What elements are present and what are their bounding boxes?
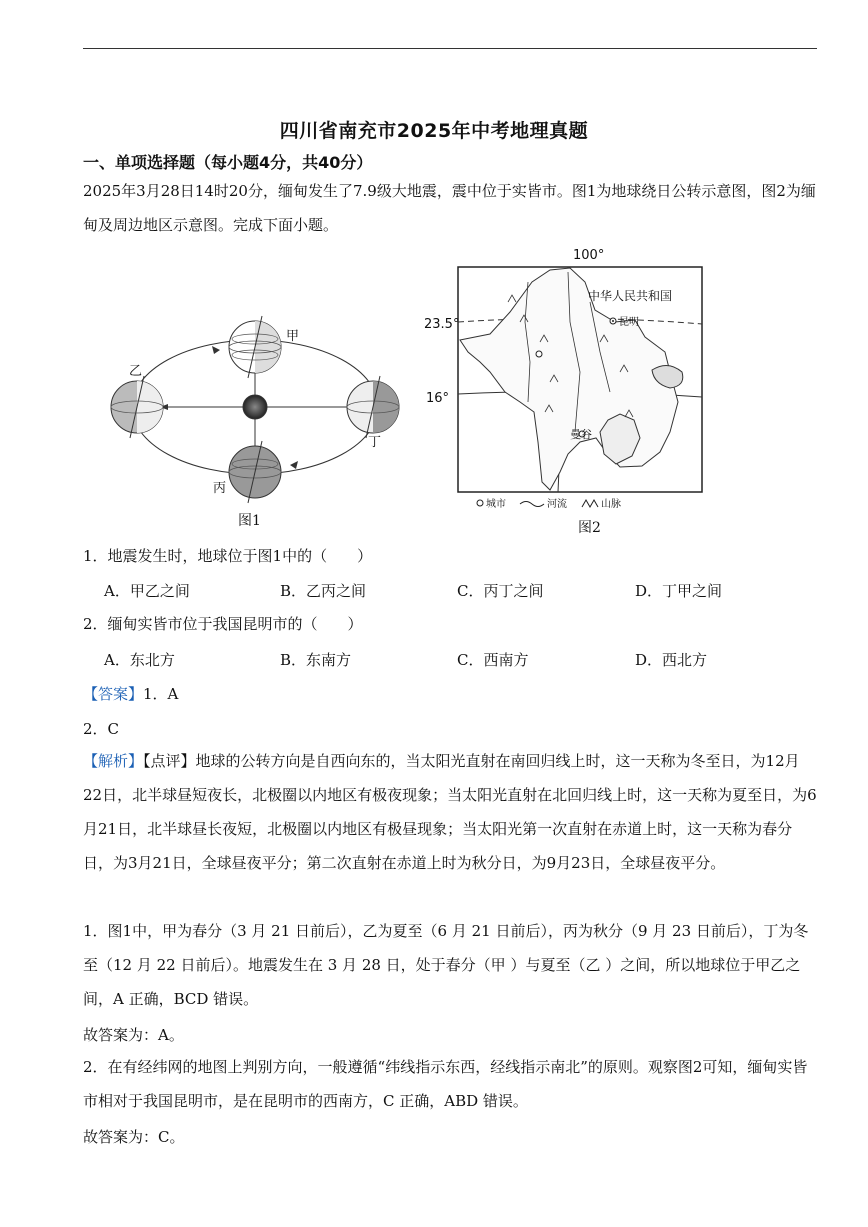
answer-tag: 【答案】 bbox=[83, 685, 144, 703]
label-ding: 丁 bbox=[368, 435, 382, 450]
header-rule bbox=[83, 48, 817, 49]
map-city-kunming: 昆明 bbox=[619, 317, 639, 328]
conclusion-2: 故答案为：C。 bbox=[83, 1128, 185, 1146]
map-legend-river-symbol bbox=[520, 502, 544, 507]
earth-yi bbox=[111, 376, 163, 438]
earth-ding bbox=[347, 376, 399, 438]
answer-2: 2．C bbox=[83, 720, 120, 738]
map-lat-bottom: 16° bbox=[426, 391, 450, 406]
label-bing: 丙 bbox=[213, 481, 227, 496]
map-legend-mountain-symbol bbox=[582, 500, 598, 507]
figure-1-caption: 图1 bbox=[238, 513, 261, 529]
explanation-1: 1．图1中，甲为春分（3 月 21 日前后），乙为夏至（6 月 21 日前后），丙为秋分（9 月 23 日前后），丁为冬至（12 月 22 日前后）。地震发生在 3 月 28 日，处于春分（甲 ）与夏至（乙 ）之间，所以地球位于甲乙之间，A 正确，BCD 错误。 bbox=[83, 922, 809, 1008]
label-yi: 乙 bbox=[129, 364, 143, 379]
sun bbox=[243, 395, 267, 419]
map-legend-city: 城市 bbox=[486, 499, 506, 510]
figure-1-orbit-diagram bbox=[100, 300, 410, 510]
map-lat-top: 23.5° bbox=[424, 317, 460, 332]
map-country-label: 中华人民共和国 bbox=[588, 289, 673, 303]
earth-bing bbox=[229, 441, 281, 503]
question-2-stem: 2．缅甸实皆市位于我国昆明市的（ ） bbox=[83, 615, 363, 633]
answer-1: 1．A bbox=[143, 685, 179, 703]
analysis-tag: 【解析】 bbox=[83, 752, 144, 770]
section-heading: 一、单项选择题（每小题4分，共40分） bbox=[83, 153, 373, 172]
map-city-bangkok: 曼谷 bbox=[570, 428, 592, 441]
analysis-paragraph bbox=[83, 744, 818, 880]
explanation-2: 2．在有经纬网的地图上判别方向，一般遵循“纬线指示东西，经线指示南北”的原则。观察图2可知，缅甸实皆市相对于我国昆明市，是在昆明市的西南方，C 正确，ABD 错误。 bbox=[83, 1058, 808, 1110]
figure-2-caption: 图2 bbox=[578, 520, 601, 536]
question-1-stem: 1．地震发生时，地球位于图1中的（ ） bbox=[83, 547, 373, 565]
q2-option-c[interactable]: C．西南方 bbox=[457, 651, 529, 669]
q1-option-a[interactable]: A．甲乙之间 bbox=[104, 582, 190, 600]
map-lon-label: 100° bbox=[573, 248, 605, 263]
map-legend-river: 河流 bbox=[547, 499, 567, 510]
answer-line bbox=[83, 683, 178, 704]
conclusion-1: 故答案为：A。 bbox=[83, 1026, 184, 1044]
figure-2-map bbox=[420, 242, 720, 514]
analysis-text: 【点评】地球的公转方向是自西向东的，当太阳光直射在南回归线上时，这一天称为冬至日，为12月22日，北半球昼短夜长，北极圈以内地区有极夜现象；当太阳光直射在北回归线上时，这一天称为夏至日，为6月21日，北半球昼长夜短，北极圈以内地区有极昼现象；当太阳光第一次直射在赤道上时，这一天称为春分日，为3月21日，全球昼夜平分；第二次直射在赤道上时为秋分日，为9月23日，全球昼夜平分。 bbox=[83, 752, 817, 872]
label-jia: 甲 bbox=[286, 329, 300, 344]
map-legend-city-symbol bbox=[477, 500, 483, 506]
map-legend-mountain: 山脉 bbox=[601, 499, 621, 510]
q2-option-d[interactable]: D．西北方 bbox=[635, 651, 708, 669]
question-intro: 2025年3月28日14时20分，缅甸发生了7.9级大地震，震中位于实皆市。图1为地球绕日公转示意图，图2为缅甸及周边地区示意图。完成下面小题。 bbox=[83, 182, 816, 234]
earth-jia bbox=[229, 316, 281, 378]
q2-option-b[interactable]: B．东南方 bbox=[280, 651, 352, 669]
q1-option-c[interactable]: C．丙丁之间 bbox=[457, 582, 544, 600]
q2-option-a[interactable]: A．东北方 bbox=[104, 651, 175, 669]
q1-option-b[interactable]: B．乙丙之间 bbox=[280, 582, 367, 600]
q1-option-d[interactable]: D．丁甲之间 bbox=[635, 582, 723, 600]
page-title: 四川省南充市2025年中考地理真题 bbox=[279, 120, 589, 142]
